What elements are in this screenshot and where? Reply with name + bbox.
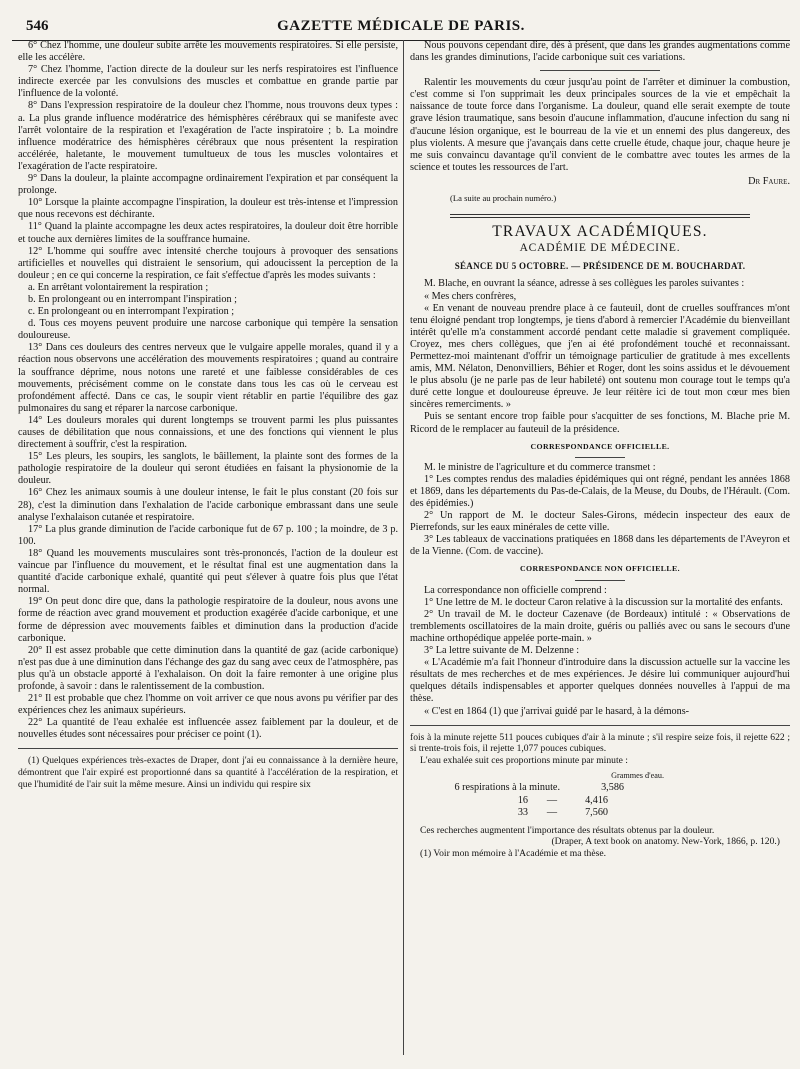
table-row (410, 782, 790, 794)
table-cell: — (546, 794, 558, 806)
paragraph: 8° Dans l'expression respiratoire de la douleur chez l'homme, nous trouvons deux types : a. La plus grande influence modératrice des hémisphères cérébraux qui se manifeste avec l'arrêt volontaire de la respiration et l'exagération de l'acte inspiratoire ; b. La moindre influence modératrice des hémisphères cérébraux que nous présentent la respiration accélérée, haletante, le mouvement tumultueux de tous les muscles volontaires et l'exagération de l'acte respiratoire. (18, 100, 398, 172)
subsection-heading (410, 563, 790, 580)
subsection-title: CORRESPONDANCE NON OFFICIELLE. (520, 564, 680, 574)
paragraph: Nous pouvons cependant dire, dès à présent, que dans les grandes augmentations comme dans les grandes diminutions, l'acide carbonique suit ces variations. (410, 40, 790, 64)
paragraph: Puis se sentant encore trop faible pour s'acquitter de ses fonctions, M. Blache prie M. Ricord de le remplacer au fauteuil de la présidence. (410, 411, 790, 435)
paragraph: « En venant de nouveau prendre place à ce fauteuil, dont de cruelles souffrances m'ont tenu éloigné pendant trop longtemps, je tiens d'abord à remercier l'Académie du bienveillant intérêt qu'elle m'a constamment accordé pendant cette maladie si gravement compliquée. Croyez, mes chers collègues, que j'en ai été profondément touché et reconnaissant. Permettez-moi maintenant d'offrir un témoignage particulier de gratitude à mes excellents amis, MM. Nélaton, Denonvilliers, Béhier et Roger, dont les soins assidus et le dévouement le plus absolu (je ne parle pas de leur habileté) ont soutenu mon courage tout le temps qu'a duré cette longue et douloureuse épreuve. Je leur réitère ici de tout mon cœur mes bien sincères remerciments. » (410, 302, 790, 411)
table-cell: 4,416 (585, 794, 608, 806)
author-signature: Dr Faure. (748, 175, 790, 187)
table-header (410, 770, 790, 782)
paragraph: 18° Quand les mouvements musculaires sont très-prononcés, l'action de la douleur est vaincue par l'influence du mouvement, et le résultat final est une augmentation dans la quantité d'acide carbonique exhalé, quantité qui peut s'élever à quatre fois plus que l'état normal. (18, 547, 398, 596)
columns (12, 40, 790, 1069)
left-footnote (18, 755, 398, 790)
page-number: 546 (26, 18, 49, 34)
footnote-text: fois à la minute rejette 511 pouces cubiques d'air à la minute ; s'il respire seize fois, il rejette 622 ; si trente-trois fois, il rejette 1,077 pouces cubiques. (410, 731, 790, 755)
table-cell: — (546, 806, 558, 818)
academy-title: ACADÉMIE DE MÉDECINE. (519, 242, 681, 255)
table-header-cell: Grammes d'eau. (611, 771, 664, 781)
paragraph: 19° On peut donc dire que, dans la pathologie respiratoire de la douleur, nous avons une forme de réaction avec grand mouvement et production exagérée d'acide carbonique, et une forme de dépression avec mouvements faibles et diminution dans la production d'acide carbonique. (18, 596, 398, 644)
paragraph: 1° Les comptes rendus des maladies épidémiques qui ont régné, pendant les années 1868 et 1869, dans les départements du Pas-de-Calais, de la Meuse, du Doubs, de l'Hérault. (Com. des épidémies.) (410, 473, 790, 509)
continued-note: (La suite au prochain numéro.) (450, 193, 557, 204)
paragraph: 14° Les douleurs morales qui durent longtemps se trouvent parmi les plus puissantes causes de débilitation que nous connaissions, et une des fonctions qui viennent le plus directement à souffrir, c'est la respiration. (18, 414, 398, 451)
column-rule (403, 40, 404, 1055)
right-column (410, 40, 790, 1069)
subsection-heading (410, 441, 790, 458)
paragraph: 10° Lorsque la plainte accompagne l'inspiration, la douleur est très-intense et l'impression que nous recevons est déchirante. (18, 197, 398, 221)
paragraph: 21° Il est probable que chez l'homme on voit arriver ce que nous avons pu vérifier par des expériences chez les animaux supérieurs. (18, 693, 398, 717)
table-cell: 7,560 (585, 806, 608, 818)
conclusions-list (18, 40, 398, 741)
water-table (410, 770, 790, 818)
paragraph: 7° Chez l'homme, l'action directe de la douleur sur les nerfs respiratoires est l'influence indirecte exercée par les convulsions des muscles et combattue en grande partie par l'influence de la volonté. (18, 64, 398, 100)
subsection-title: CORRESPONDANCE OFFICIELLE. (530, 441, 670, 451)
paragraph: 15° Les pleurs, les soupirs, les sanglots, le bâillement, la plainte sont des formes de la pathologie respiratoire de la douleur qui seront étudiées en faisant la physionomie de la douleur. (18, 451, 398, 487)
paragraph: M. le ministre de l'agriculture et du commerce transmet : (424, 461, 656, 473)
right-footnote (410, 732, 790, 860)
paragraph: a. En arrêtant volontairement la respiration ; (28, 281, 209, 293)
page-header (12, 14, 790, 41)
table-cell: 33 (517, 806, 528, 818)
table-cell: 16 (517, 794, 528, 806)
table-row (410, 807, 790, 819)
paragraph: b. En prolongeant ou en interrompant l'inspiration ; (28, 293, 237, 305)
footnote-text: (1) Quelques expériences très-exactes de Draper, dont j'ai eu connaissance à la dernière heure, démontrent que l'air expiré est proportionné dans sa quantité à l'accélération de la respiration, et que l'humidité de l'air suit la même mesure. Ainsi un individu qui respire six (18, 755, 398, 790)
paragraph: 11° Quand la plainte accompagne les deux actes respiratoires, la douleur doit être horrible et touche aux dernières limites de la souffrance humaine. (18, 221, 398, 245)
journal-title: GAZETTE MÉDICALE DE PARIS. (277, 18, 525, 34)
heading-bar (575, 580, 625, 581)
paragraph: 3° Les tableaux de vaccinations pratiquées en 1868 dans les départements de l'Aveyron et de la Vienne. (Com. de vaccine). (410, 534, 790, 558)
table-cell: 6 respirations à la minute. (454, 782, 560, 794)
paragraph: 1° Une lettre de M. le docteur Caron relative à la discussion sur la mortalité des enfants. (424, 596, 783, 608)
paragraph: 20° Il est assez probable que cette diminution dans la quantité de gaz (acide carbonique) n'est pas due à une diminution dans l'échange des gaz du sang avec ceux de l'atmosphère, pas plus qu'à un obstacle apporté à l'exhalaison. On doit la faire remonter à une origine plus profonde, à savoir : dans le ralentissement de la combustion. (18, 644, 398, 692)
paragraph: 22° La quantité de l'eau exhalée est influencée assez faiblement par la douleur, et de nouvelles études sont nécessaires pour préciser ce point (1). (18, 717, 398, 741)
footnote-divider (410, 725, 790, 726)
paragraph: d. Tous ces moyens peuvent produire une narcose carbonique qui tempère la sensation douloureuse. (18, 318, 398, 342)
footnote-text: (1) Voir mon mémoire à l'Académie et ma thèse. (420, 847, 606, 859)
paragraph: « C'est en 1864 (1) que j'arrivai guidé par le hasard, à la démons- (424, 705, 690, 717)
footnote-text: Ces recherches augmentent l'importance des résultats obtenus par la douleur. (420, 824, 715, 836)
paragraph: 6° Chez l'homme, une douleur subite arrête les mouvements respiratoires. Si elle persiste, elle les accélère. (18, 40, 398, 64)
paragraph: 2° Un rapport de M. le docteur Sales-Girons, médecin inspecteur des eaux de Pierrefonds, sur les eaux minérales de cette ville. (410, 510, 790, 534)
footnote-divider (18, 748, 398, 749)
paragraph: 2° Un travail de M. le docteur Cazenave (de Bordeaux) intitulé : « Observations de tremblements oscillatoires de la main droite, guéris ou palliés avec ou sans le secours d'une machine orthopédique appelée porte-main. » (410, 608, 790, 644)
section-title: TRAVAUX ACADÉMIQUES. (492, 223, 708, 241)
paragraph: La correspondance non officielle comprend : (424, 584, 607, 596)
footnote-source: (Draper, A text book on anatomy. New-York, 1866, p. 120.) (551, 836, 780, 848)
paragraph: 16° Chez les animaux soumis à une douleur intense, le fait le plus constant (20 fois sur 28), c'est la diminution dans l'exhalation de l'acide carbonique embrassant dans une seule analyse l'exhalaison cutanée et respiratoire. (18, 487, 398, 523)
table-cell: 3,586 (601, 782, 624, 794)
paragraph: 17° La plus grande diminution de l'acide carbonique fut de 67 p. 100 ; la moindre, de 3 p. 100. (18, 523, 398, 547)
footnote-text: L'eau exhalée suit ces proportions minute par minute : (420, 754, 628, 766)
paragraph: « L'Académie m'a fait l'honneur d'introduire dans la discussion actuelle sur la vaccine les résultats de mes recherches et de mes expériences. Je désire lui communiquer aujourd'hui quelques détails indispensables et apporter quelques données nouvelles à l'appui de ma thèse. (410, 657, 790, 705)
paragraph: 12° L'homme qui souffre avec intensité cherche toujours à provoquer des sensations artificielles et nouvelles qui distraient le sensorium, qui adoucissent la perception de la douleur ; en ce qui concerne la respiration, ce fait s'effectue d'après les modes suivants : (18, 245, 398, 281)
left-column (18, 40, 398, 1069)
paragraph: 9° Dans la douleur, la plainte accompagne ordinairement l'expiration et par conséquent la prolonge. (18, 173, 398, 197)
paragraph: 3° La lettre suivante de M. Delzenne : (424, 645, 580, 657)
table-row (410, 795, 790, 807)
paragraph: c. En prolongeant ou en interrompant l'expiration ; (28, 306, 235, 318)
paragraph: « Mes chers confrères, (424, 290, 517, 302)
seance-heading: SÉANCE DU 5 OCTOBRE. — PRÉSIDENCE DE M. BOUCHARDAT. (454, 261, 746, 272)
paragraph: 13° Dans ces douleurs des centres nerveux que le vulgaire appelle morales, quand il y a réaction nous observons une accélération des mouvements respiratoires ; quand au contraire la souffrance déprime, nous notons une rareté et une faiblesse considérables de ces mouvements, précisément comme on le constate dans tous les cas où le cerveau est profondément affecté. Dans ce cas, le soupir vient rétablir en partie l'équilibre des gaz pulmonaires du sang et réparer la narcose carbonique. (18, 342, 398, 414)
section-divider (450, 214, 750, 218)
paragraph: Ralentir les mouvements du cœur jusqu'au point de l'arrêter et diminuer la combustion, c'est comme si l'on supprimait les deux principales sources de la vie et empêchait la naissance de toute force dans l'organisme. La douleur, quand elle serait exempte de toute grave lésion traumatique, sans besoin d'aucune inflammation, d'aucune infection du sang ni d'aucune lésion organique, est le bourreau de la vie et un ennemi des plus dangereux, des plus violents. A mesure que j'avançais dans cette cruelle étude, chaque jour, chaque heure je me suis convaincu davantage qu'il convient de le combattre avec toutes les armes de la science et toutes les ressources de l'art. (410, 77, 790, 173)
section-divider (540, 70, 660, 71)
paragraph: M. Blache, en ouvrant la séance, adresse à ses collègues les paroles suivantes : (424, 278, 745, 290)
heading-bar (575, 457, 625, 458)
